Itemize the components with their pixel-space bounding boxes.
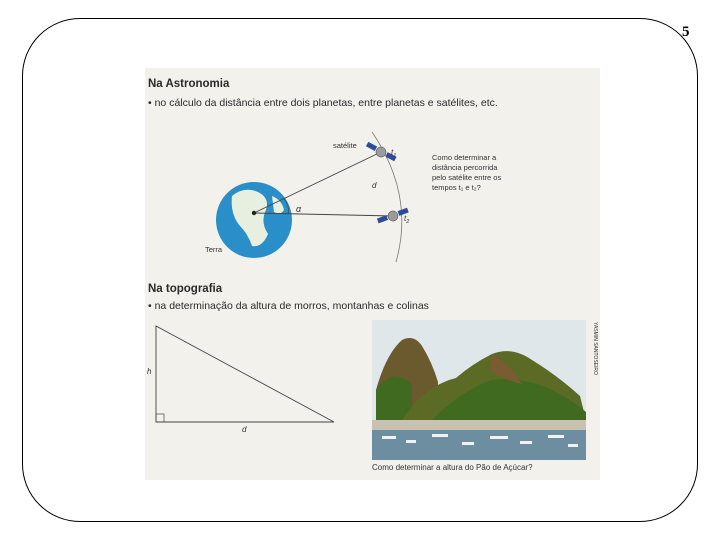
photo-credit: YASMIN SANTOSEIRO — [592, 322, 598, 375]
t2-label: $t_2$ — [404, 214, 410, 225]
sugarloaf-photo — [372, 320, 586, 460]
t1-label: $t_1$ — [391, 148, 397, 159]
right-triangle — [156, 326, 334, 422]
page-number: 5 — [682, 24, 690, 40]
satellite-label: satélite — [333, 141, 357, 150]
astronomy-title: Na Astronomia — [148, 78, 230, 90]
d-label: d — [372, 181, 377, 190]
right-angle-mark — [156, 414, 164, 422]
topography-bullet: • na determinação da altura de morros, montanhas e colinas — [148, 300, 429, 312]
satellite-question: Como determinar a distância percorrida pelo satélite entre os tempos t₁ e t₂? — [432, 153, 502, 192]
triangle-h-label: h — [147, 367, 152, 376]
photo-caption: Como determinar a altura do Pão de Açúcar? — [372, 463, 533, 472]
alpha-label: α — [296, 204, 302, 214]
topography-title: Na topografia — [148, 283, 223, 295]
earth-label: Terra — [205, 245, 223, 254]
triangle-d-label: d — [242, 425, 247, 434]
astronomy-bullet: • no cálculo da distância entre dois planetas, entre planetas e satélites, etc. — [148, 97, 498, 109]
